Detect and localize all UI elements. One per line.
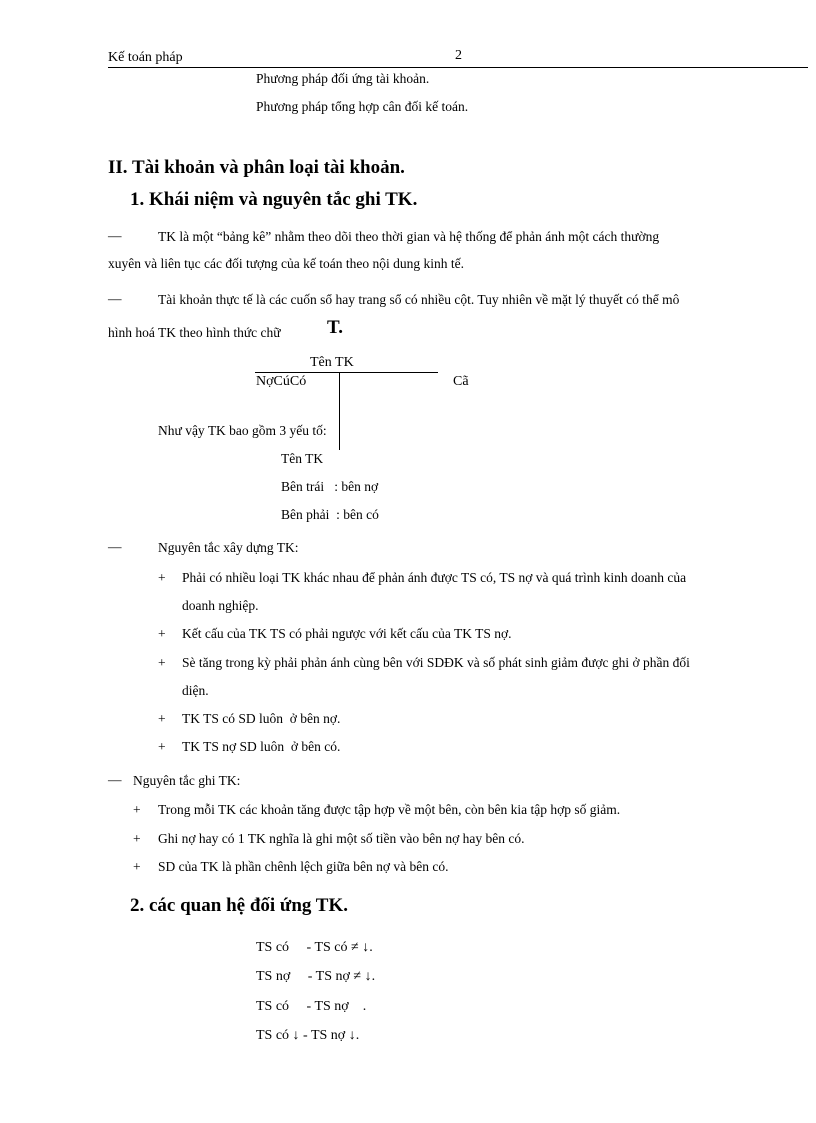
plus-bullet: + (158, 739, 166, 754)
rules-record-title: Nguyên tắc ghi TK: (133, 773, 241, 788)
section-title: II. Tài khoản và phân loại tài khoản. (108, 157, 405, 178)
rule-build-3-line1: Sè tăng trong kỳ phải phản ánh cùng bên với SDĐK và số phát sinh giảm được ghi ở phần đối (182, 655, 690, 670)
element-item: Bên phải : bên có (281, 507, 379, 522)
taccount-name: Tên TK (310, 355, 354, 370)
big-T-letter: T. (327, 317, 344, 338)
page-number: 2 (455, 48, 462, 63)
plus-bullet: + (158, 626, 166, 641)
rule-build-5: TK TS nợ SD luôn ở bên có. (182, 739, 341, 754)
rule-build-2: Kết cấu của TK TS có phải ngược với kết cấu của TK TS nợ. (182, 626, 512, 641)
header-title: Kế toán pháp (108, 50, 183, 65)
taccount-vertical-line (339, 372, 340, 450)
plus-bullet: + (133, 831, 141, 846)
plus-bullet: + (158, 655, 166, 670)
plus-bullet: + (133, 802, 141, 817)
relation-item: TS có ↓ - TS nợ ↓. (256, 1028, 360, 1043)
rule-build-3-line2: diện. (182, 683, 209, 698)
rules-build-title: Nguyên tắc xây dựng TK: (158, 540, 299, 555)
relation-item: TS có - TS nợ . (256, 999, 367, 1014)
para2-line2: hình hoá TK theo hình thức chữ (108, 325, 281, 340)
para2-line1: Tài khoản thực tế là các cuốn sổ hay trang sổ có nhiều cột. Tuy nhiên về mặt lý thuyết có thể mô (158, 292, 680, 307)
taccount-horizontal-line (255, 372, 438, 373)
relation-item: TS nợ - TS nợ ≠ ↓. (256, 969, 376, 984)
taccount-left-label: NợCúCó (256, 374, 307, 389)
rule-record-item: SD của TK là phần chênh lệch giữa bên nợ và bên có. (158, 859, 449, 874)
subsection-1-title: 1. Khái niệm và nguyên tắc ghi TK. (130, 189, 418, 210)
header-divider (108, 67, 808, 68)
para1-line2: xuyên và liên tục các đối tượng của kế toán theo nội dung kinh tế. (108, 256, 464, 271)
rule-record-item: Trong mỗi TK các khoản tăng được tập hợp về một bên, còn bên kia tập hợp số giảm. (158, 802, 621, 817)
elements-intro: Như vậy TK bao gồm 3 yếu tố: (158, 423, 327, 438)
rule-build-1-line2: doanh nghiệp. (182, 598, 259, 613)
dash-bullet: — (108, 539, 122, 554)
plus-bullet: + (133, 859, 141, 874)
dash-bullet: — (108, 291, 122, 306)
plus-bullet: + (158, 570, 166, 585)
dash-bullet: — (108, 228, 122, 243)
element-item: Tên TK (281, 451, 324, 466)
plus-bullet: + (158, 711, 166, 726)
subsection-2-title: 2. các quan hệ đối ứng TK. (130, 895, 348, 916)
intro-line-1: Phương pháp đối ứng tài khoản. (256, 71, 430, 86)
relation-item: TS có - TS có ≠ ↓. (256, 940, 373, 955)
rule-record-item: Ghi nợ hay có 1 TK nghĩa là ghi một số tiền vào bên nợ hay bên có. (158, 831, 525, 846)
intro-line-2: Phương pháp tổng hợp cân đối kế toán. (256, 99, 469, 114)
rule-build-4: TK TS có SD luôn ở bên nợ. (182, 711, 341, 726)
para1-line1: TK là một “bảng kê” nhằm theo dõi theo thời gian và hệ thống để phản ánh một cách thường (158, 229, 660, 244)
rule-build-1-line1: Phải có nhiều loại TK khác nhau để phản ánh được TS có, TS nợ và quá trình kinh doanh của (182, 570, 687, 585)
dash-bullet: — (108, 772, 122, 787)
element-item: Bên trái : bên nợ (281, 479, 379, 494)
taccount-right-label: Cã (453, 374, 469, 389)
